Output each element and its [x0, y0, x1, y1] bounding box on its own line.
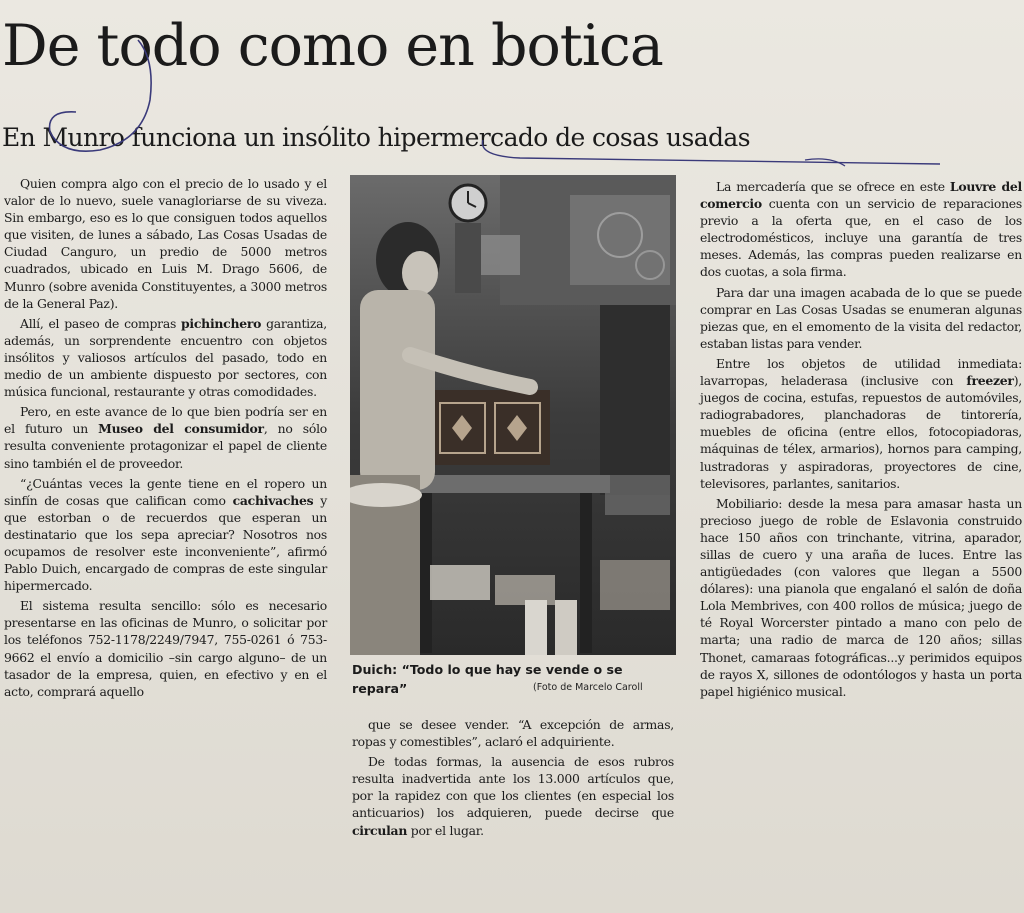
subheadline: En Munro funciona un insólito hipermercado de cosas usadas	[2, 123, 750, 152]
paragraph: Pero, en este avance de lo que bien podría ser en el futuro un Museo del consumidor, no sólo resulta conveniente protagonizar el papel de cliente sino también el de proveedor.	[4, 404, 328, 471]
paragraph: Entre los objetos de utilidad inmediata: lavarropas, heladerasa (inclusive con freezer), juegos de cocina, estufas, repuestos de automóviles, radiograbadores, planchadoras de tintorería, muebles de oficina (entre ellos, fotocopiadoras, máquinas de télex, armarios), hornos para camping, lustradoras y aspiradoras, proyectores de cine, televisores, parlantes, sanitarios.	[700, 355, 1022, 491]
article-column-2	[352, 716, 674, 842]
bold-phrase: circulan	[352, 822, 408, 838]
photo-credit: (Foto de Marcelo Caroll	[533, 682, 643, 693]
shop-interior-photo	[350, 175, 676, 655]
photo-caption: Duich: “Todo lo que hay se vende o se repara”	[352, 662, 623, 696]
bold-phrase: pichinchero	[181, 315, 262, 331]
paragraph: Allí, el paseo de compras pichinchero garantiza, además, un sorprendente encuentro con objetos insólitos y valiosos artículos del pasado, todo en medio de un ambiente dispuesto por sectores, con música funcional, restaurante y otras comodidades.	[4, 315, 327, 400]
headline: De todo como en botica	[2, 13, 663, 79]
article-column-3	[700, 178, 1022, 703]
paragraph: La mercadería que se ofrece en este Louvre del comercio cuenta con un servicio de reparaciones previo a la oferta que, en el caso de los electrodomésticos, incluye una garantía de tres meses. Además, las compras pueden realizarse en dos cuotas, a sola firma.	[700, 179, 1022, 280]
bold-phrase: Louvre del comercio	[700, 179, 1022, 212]
article-column-1	[4, 175, 327, 703]
paragraph: De todas formas, la ausencia de esos rubros resulta inadvertida ante los 13.000 artículos que, por la rapidez con que los clientes (en especial los anticuarios) los adquieren, puede decirse que circulan por el lugar.	[352, 754, 674, 838]
paragraph: Mobiliario: desde la mesa para amasar hasta un precioso juego de roble de Eslavonia construido hace 150 años con trinchante, vitrina, aparador, sillas de cuero y una araña de luces. Entre las antigüedades (con valores que llegan a 5500 dólares): una pianola que engalanó el salón de doña Lola Membrives, con 400 rollos de música; juego de té Royal Worcerster pintado a mano con pelo de marta; una radio de marca de 120 años; sillas Thonet, camaraas fotográficas...y perimidos equipos de rayos X, sillones de odontólogos y hasta un porta papel higiénico musical.	[700, 495, 1022, 699]
paragraph: “¿Cuántas veces la gente tiene en el ropero un sinfín de cosas que califican como cachivaches y que estorban o de recuerdos que esperan un destinatario que los sepa apreciar? Nosotros nos ocupamos de resolver este inconveniente”, afirmó Pablo Duich, encargado de compras de este singular hipermercado.	[4, 475, 327, 594]
paragraph: que se desee vender. “A excepción de armas, ropas y comestibles”, aclaró el adquiriente.	[352, 717, 674, 750]
bold-phrase: cachivaches	[232, 492, 314, 508]
paragraph: El sistema resulta sencillo: sólo es necesario presentarse en las oficinas de Munro, o solicitar por los teléfonos 752-1178/2249/7947, 755-0261 ó 753-9662 el envío a domicilio –sin cargo alguno– de un tasador de la empresa, quien, en efectivo y en el acto, comprará aquello	[4, 598, 327, 699]
article-photo	[350, 175, 676, 655]
paragraph: Para dar una imagen acabada de lo que se puede comprar en Las Cosas Usadas se enumeran algunas piezas que, en el emomento de la visita del redactor, estaban listas para vender.	[700, 284, 1022, 351]
paragraph: Quien compra algo con el precio de lo usado y el valor de lo nuevo, suele vanagloriarse de su viveza. Sin embargo, eso es lo que consiguen todos aquellos que visiten, de lunes a sábado, Las Cosas Usadas de Ciudad Canguro, un predio de 5000 metros cuadrados, ubicado en Luis M. Drago 5606, de Munro (sobre avenida Constituyentes, a 3000 metros de la General Paz).	[4, 176, 327, 311]
bold-phrase: Museo del consumidor	[98, 421, 264, 437]
bold-phrase: freezer	[966, 373, 1014, 389]
